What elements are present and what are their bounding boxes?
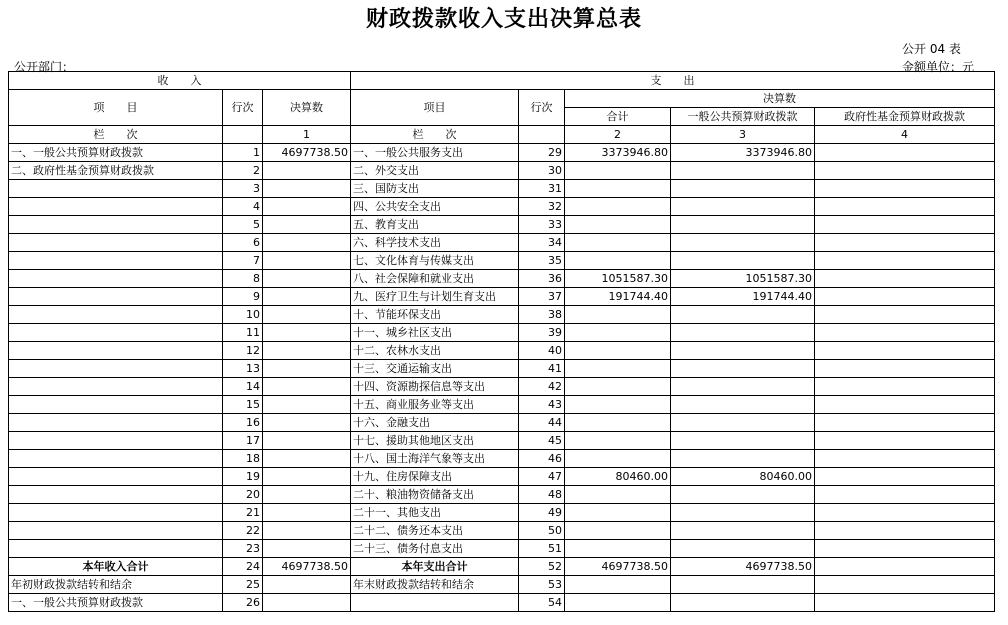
table-row [9,288,995,306]
income-amount-cell [263,306,351,324]
general-budget-cell: 3373946.80 [671,144,815,162]
expense-line-no-cell: 41 [519,360,565,378]
total-cell [565,324,671,342]
fund-budget-cell [815,288,995,306]
expense-item-cell: 二十三、债务付息支出 [351,540,519,558]
income-amount-cell [263,594,351,612]
expense-item-cell: 二十二、债务还本支出 [351,522,519,540]
expense-line-no-cell: 32 [519,198,565,216]
total-cell [565,396,671,414]
income-amount-header: 决算数 [263,90,351,126]
income-line-no-cell: 25 [223,576,263,594]
income-line-no-cell: 24 [223,558,263,576]
total-cell [565,504,671,522]
fund-budget-cell [815,558,995,576]
income-line-no-cell: 4 [223,198,263,216]
lanci-blank-right [519,126,565,144]
total-cell: 1051587.30 [565,270,671,288]
fund-budget-cell [815,180,995,198]
expense-item-cell: 七、文化体育与传媒支出 [351,252,519,270]
income-amount-cell [263,360,351,378]
general-budget-cell [671,216,815,234]
income-amount-cell [263,450,351,468]
income-amount-cell [263,234,351,252]
income-item-cell [9,288,223,306]
general-budget-cell [671,594,815,612]
income-line-no-cell: 9 [223,288,263,306]
general-budget-cell [671,414,815,432]
fund-budget-cell [815,468,995,486]
income-line-no-cell: 16 [223,414,263,432]
general-budget-cell: 4697738.50 [671,558,815,576]
finance-table [8,71,995,612]
general-budget-cell [671,234,815,252]
expense-item-cell: 二、外交支出 [351,162,519,180]
expense-item-cell: 十七、援助其他地区支出 [351,432,519,450]
income-amount-cell [263,270,351,288]
table-row [9,504,995,522]
expense-amount-header: 决算数 [565,90,995,108]
income-item-cell [9,450,223,468]
income-item-cell [9,486,223,504]
income-line-no-cell: 14 [223,378,263,396]
income-item-cell [9,216,223,234]
lanci-blank [223,126,263,144]
expense-line-no-cell: 44 [519,414,565,432]
total-cell [565,450,671,468]
expense-item-cell: 四、公共安全支出 [351,198,519,216]
total-cell: 3373946.80 [565,144,671,162]
total-cell [565,540,671,558]
general-budget-cell: 80460.00 [671,468,815,486]
income-line-no-cell: 7 [223,252,263,270]
group-header-row [9,72,995,90]
table-row [9,594,995,612]
general-budget-cell [671,342,815,360]
expense-line-no-cell: 47 [519,468,565,486]
income-amount-cell [263,162,351,180]
general-budget-cell [671,396,815,414]
income-item-cell: 本年收入合计 [9,558,223,576]
expense-line-no-cell: 37 [519,288,565,306]
total-cell [565,234,671,252]
expense-item-cell: 十三、交通运输支出 [351,360,519,378]
lanci-right: 栏 次 [351,126,519,144]
income-line-no-cell: 15 [223,396,263,414]
fund-budget-cell [815,162,995,180]
table-row [9,576,995,594]
expense-item-cell: 十八、国土海洋气象等支出 [351,450,519,468]
expense-item-cell: 一、一般公共服务支出 [351,144,519,162]
total-cell [565,306,671,324]
total-cell [565,522,671,540]
income-item-cell [9,414,223,432]
expense-line-no-cell: 33 [519,216,565,234]
fund-budget-cell [815,576,995,594]
income-group-header: 收 入 [9,72,351,90]
fund-budget-cell [815,450,995,468]
expense-line-no-cell: 35 [519,252,565,270]
total-cell [565,360,671,378]
general-budget-cell [671,306,815,324]
col-index-4: 4 [815,126,995,144]
expense-line-no-cell: 40 [519,342,565,360]
income-line-no-cell: 17 [223,432,263,450]
expense-item-cell: 三、国防支出 [351,180,519,198]
income-line-no-cell: 21 [223,504,263,522]
income-amount-cell [263,504,351,522]
expense-item-cell: 十五、商业服务业等支出 [351,396,519,414]
expense-line-no-cell: 29 [519,144,565,162]
fund-budget-cell [815,432,995,450]
income-item-cell [9,396,223,414]
total-cell [565,342,671,360]
expense-line-no-cell: 50 [519,522,565,540]
income-item-cell [9,522,223,540]
col-index-3: 3 [671,126,815,144]
income-item-cell [9,270,223,288]
income-item-header: 项 目 [9,90,223,126]
fund-budget-cell [815,216,995,234]
expense-item-cell: 十二、农林水支出 [351,342,519,360]
general-budget-cell [671,522,815,540]
income-item-cell: 一、一般公共预算财政拨款 [9,144,223,162]
table-row [9,432,995,450]
income-amount-cell [263,396,351,414]
fund-budget-cell [815,486,995,504]
table-row [9,540,995,558]
total-cell [565,378,671,396]
expense-item-cell: 十四、资源勘探信息等支出 [351,378,519,396]
income-item-cell [9,342,223,360]
income-line-no-cell: 18 [223,450,263,468]
expense-line-no-cell: 49 [519,504,565,522]
table-row [9,234,995,252]
income-line-no-cell: 26 [223,594,263,612]
income-line-no-cell: 10 [223,306,263,324]
general-budget-cell [671,378,815,396]
income-line-no-cell: 20 [223,486,263,504]
table-row [9,270,995,288]
income-amount-cell [263,342,351,360]
expense-line-no-cell: 52 [519,558,565,576]
expense-line-no-cell: 42 [519,378,565,396]
income-item-cell [9,252,223,270]
income-item-cell [9,504,223,522]
income-amount-cell [263,288,351,306]
income-amount-cell [263,216,351,234]
general-budget-cell [671,450,815,468]
income-line-no-cell: 3 [223,180,263,198]
fund-budget-cell [815,234,995,252]
unit-label: 金额单位：元 [902,60,975,74]
table-row [9,396,995,414]
income-item-cell: 一、一般公共预算财政拨款 [9,594,223,612]
income-amount-cell [263,432,351,450]
total-cell [565,252,671,270]
expense-line-no-cell: 39 [519,324,565,342]
general-budget-cell [671,198,815,216]
table-row [9,306,995,324]
expense-line-no-cell: 54 [519,594,565,612]
table-row [9,468,995,486]
income-amount-cell: 4697738.50 [263,144,351,162]
table-row [9,252,995,270]
expense-item-header: 项目 [351,90,519,126]
general-budget-cell [671,324,815,342]
lanci-left: 栏 次 [9,126,223,144]
income-line-no-cell: 22 [223,522,263,540]
general-budget-cell [671,180,815,198]
line-no-header: 行次 [223,90,263,126]
total-cell: 191744.40 [565,288,671,306]
expense-line-no-cell: 31 [519,180,565,198]
fund-budget-cell [815,270,995,288]
income-item-cell [9,306,223,324]
expense-line-no-cell: 51 [519,540,565,558]
column-header-row-1 [9,90,995,108]
income-item-cell [9,234,223,252]
income-line-no-cell: 2 [223,162,263,180]
general-budget-cell: 191744.40 [671,288,815,306]
fund-budget-cell [815,504,995,522]
expense-item-cell: 五、教育支出 [351,216,519,234]
expense-group-header: 支 出 [351,72,995,90]
table-row [9,216,995,234]
fund-budget-cell [815,342,995,360]
income-amount-cell [263,414,351,432]
expense-item-cell: 二十、粮油物资储备支出 [351,486,519,504]
total-cell: 80460.00 [565,468,671,486]
page-title: 财政拨款收入支出决算总表 [365,6,642,32]
income-item-cell [9,324,223,342]
income-amount-cell [263,180,351,198]
total-cell [565,198,671,216]
income-amount-cell [263,540,351,558]
general-budget-cell [671,486,815,504]
col-index-1: 1 [263,126,351,144]
department-label: 公开部门： [14,60,75,74]
income-line-no-cell: 23 [223,540,263,558]
income-line-no-cell: 19 [223,468,263,486]
general-budget-cell: 1051587.30 [671,270,815,288]
income-line-no-cell: 6 [223,234,263,252]
income-item-cell [9,180,223,198]
income-item-cell [9,360,223,378]
table-row [9,324,995,342]
income-amount-cell [263,468,351,486]
income-line-no-cell: 11 [223,324,263,342]
income-line-no-cell: 8 [223,270,263,288]
general-budget-header: 一般公共预算财政拨款 [671,108,815,126]
general-budget-cell [671,540,815,558]
general-budget-cell [671,252,815,270]
expense-line-no-cell: 53 [519,576,565,594]
expense-item-cell: 十六、金融支出 [351,414,519,432]
fund-budget-cell [815,396,995,414]
expense-item-cell: 十一、城乡社区支出 [351,324,519,342]
total-cell [565,414,671,432]
expense-line-no-header: 行次 [519,90,565,126]
fund-budget-cell [815,324,995,342]
expense-item-cell: 六、科学技术支出 [351,234,519,252]
table-row [9,360,995,378]
table-row [9,414,995,432]
fund-budget-cell [815,252,995,270]
general-budget-cell [671,576,815,594]
fund-budget-cell [815,144,995,162]
fund-budget-cell [815,522,995,540]
income-amount-cell [263,252,351,270]
income-line-no-cell: 5 [223,216,263,234]
expense-line-no-cell: 34 [519,234,565,252]
expense-item-cell: 本年支出合计 [351,558,519,576]
income-item-cell [9,378,223,396]
table-row [9,198,995,216]
total-header: 合计 [565,108,671,126]
general-budget-cell [671,432,815,450]
income-item-cell [9,468,223,486]
fund-budget-cell [815,540,995,558]
expense-item-cell: 年末财政拨款结转和结余 [351,576,519,594]
general-budget-cell [671,360,815,378]
income-item-cell: 二、政府性基金预算财政拨款 [9,162,223,180]
table-row [9,162,995,180]
expense-item-cell: 二十一、其他支出 [351,504,519,522]
table-row [9,450,995,468]
income-amount-cell [263,486,351,504]
income-amount-cell: 4697738.50 [263,558,351,576]
income-line-no-cell: 1 [223,144,263,162]
income-line-no-cell: 12 [223,342,263,360]
table-row [9,144,995,162]
income-line-no-cell: 13 [223,360,263,378]
total-cell [565,432,671,450]
total-cell: 4697738.50 [565,558,671,576]
table-number: 公开 04 表 [902,42,961,56]
income-item-cell [9,540,223,558]
income-amount-cell [263,198,351,216]
total-cell [565,576,671,594]
expense-line-no-cell: 30 [519,162,565,180]
income-amount-cell [263,324,351,342]
income-item-cell: 年初财政拨款结转和结余 [9,576,223,594]
table-row [9,342,995,360]
income-item-cell [9,198,223,216]
general-budget-cell [671,504,815,522]
table-row [9,180,995,198]
total-cell [565,216,671,234]
fund-budget-cell [815,360,995,378]
table-row [9,522,995,540]
expense-item-cell [351,594,519,612]
income-amount-cell [263,378,351,396]
fund-budget-cell [815,414,995,432]
expense-line-no-cell: 38 [519,306,565,324]
total-cell [565,180,671,198]
expense-line-no-cell: 48 [519,486,565,504]
income-item-cell [9,432,223,450]
fund-budget-header: 政府性基金预算财政拨款 [815,108,995,126]
total-cell [565,594,671,612]
expense-item-cell: 九、医疗卫生与计划生育支出 [351,288,519,306]
expense-item-cell: 十、节能环保支出 [351,306,519,324]
fund-budget-cell [815,378,995,396]
table-row [9,486,995,504]
income-amount-cell [263,576,351,594]
total-cell [565,162,671,180]
column-index-row [9,126,995,144]
general-budget-cell [671,162,815,180]
expense-item-cell: 八、社会保障和就业支出 [351,270,519,288]
col-index-2: 2 [565,126,671,144]
expense-line-no-cell: 36 [519,270,565,288]
table-row [9,558,995,576]
fund-budget-cell [815,306,995,324]
fund-budget-cell [815,198,995,216]
expense-line-no-cell: 46 [519,450,565,468]
expense-line-no-cell: 45 [519,432,565,450]
expense-item-cell: 十九、住房保障支出 [351,468,519,486]
table-row [9,378,995,396]
expense-line-no-cell: 43 [519,396,565,414]
fund-budget-cell [815,594,995,612]
total-cell [565,486,671,504]
income-amount-cell [263,522,351,540]
